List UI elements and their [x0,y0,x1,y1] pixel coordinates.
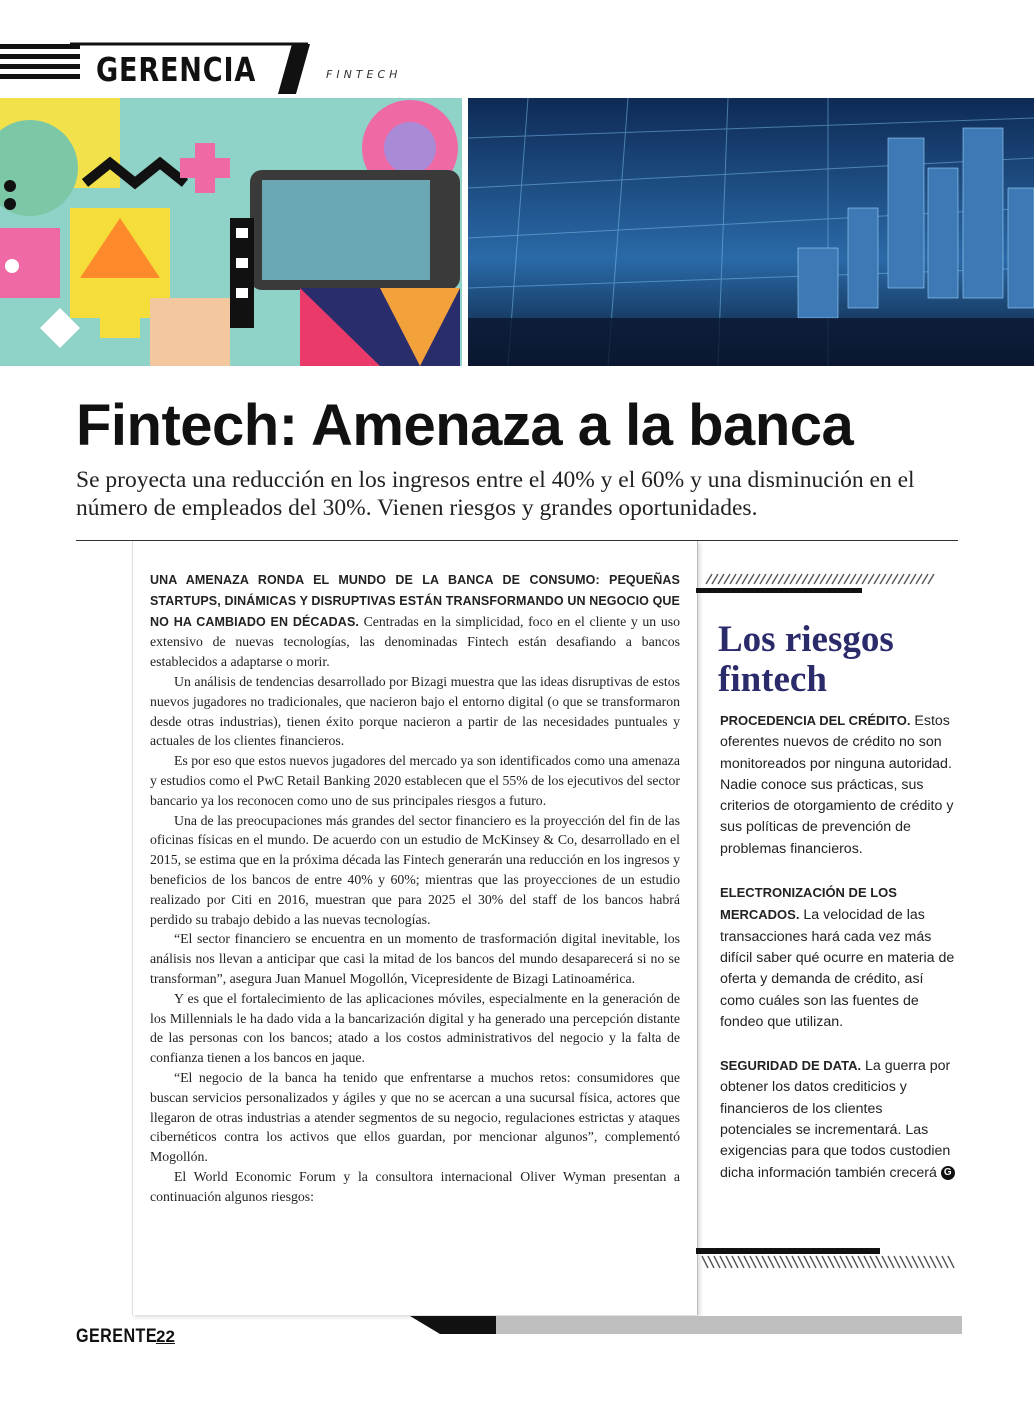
body-paragraph: Una de las preocupaciones más grandes del sector financiero es la proyección del fin de las oficinas físicas en el mundo. De acuerdo con un estudio de McKinsey & Co, desarrollado en el 2015, se estima que en la próxima década las Fintech generarán una reducción en los ingresos y beneficios de los bancos de entre 40% y 60%; mientras que las proyecciones de un estudio realizado por Citi en 2016, muestran que para 2025 el 30% del staff de los bancos habrá perdido su trabajo debido a las nuevas tecnologías. [150,812,680,927]
sidebar-body [720,710,956,1206]
article-headline: Fintech: Amenaza a la banca [76,393,854,458]
section-subtitle: FINTECH [326,68,402,81]
footer-bar [410,1316,962,1334]
sidebar-item-text: La guerra por obtener los datos crediticios y financieros de los clientes potenciales se incrementará. Las exigencias para que todos custodien dicha información también crecerá [720,1058,951,1181]
header-rule-lines [0,44,80,84]
article-body [150,570,680,1207]
sidebar-item-text: La velocidad de las transacciones hará cada vez más difícil saber qué ocurre en materia de oferta y demanda de crédito, así como cuáles son las fuentes de fondeo que utilizan. [720,907,955,1030]
hero-city-image [468,98,1034,366]
body-paragraph: “El sector financiero se encuentra en un momento de trasformación digital inevitable, los análisis nos llevan a anticipar que casi la mitad de los bancos del mundo desaparecerá si no se transforman”, asegura Juan Manuel Mogollón, Vicepresidente de Bizagi Latinoamérica. [150,931,680,986]
lead-in: UNA AMENAZA RONDA EL MUNDO DE LA BANCA DE CONSUMO: PEQUEÑAS STARTUPS, DINÁMICAS Y DISRUPTIVAS ESTÁN TRANSFORMANDO UN NEGOCIO QUE NO HA CAMBIADO EN DÉCADAS. [150,573,680,629]
section-title: GERENCIA [96,50,257,89]
footer-brand: GERENTE [76,1326,158,1347]
sidebar-hatch-bottom [696,1246,962,1272]
sidebar-item [720,710,956,860]
end-mark-icon: G [941,1166,955,1180]
sidebar-item-text: Estos oferentes nuevos de crédito no son monitoreados por ninguna autoridad. Nadie conoce sus prácticas, sus criterios de otorgamiento de crédito y sus políticas de prevención de problemas financieros. [720,713,954,857]
body-paragraph: Y es que el fortalecimiento de las aplicaciones móviles, especialmente en la generación de los Millennials le ha dado vida a la bancarización digital y ha generado una percepción distante de las personas con los bancos; atado a los costos administrativos del negocio y la falta de confianza tienen a los bancos en jaque. [150,990,680,1066]
sidebar-title: Los riesgos fintech [718,619,894,700]
body-paragraph: “El negocio de la banca ha tenido que enfrentarse a muchos retos: consumidores que buscan servicios personalizados y ágiles y que no se acercan a una sucursal física, actores que llegaron de otras industrias a atender segmentos de su negocio, regulaciones estrictas y ataques cibernéticos contra los activos que ellos guardan, por mencionar algunos”, complementó Mogollón. [150,1069,680,1165]
body-paragraph: El World Economic Forum y la consultora internacional Oliver Wyman presentan a continuación algunos riesgos: [150,1168,680,1204]
hero-illustration [0,98,462,366]
sidebar-item-label: PROCEDENCIA DEL CRÉDITO. [720,713,911,728]
lead-rest: Centradas en la simplicidad, foco en el cliente y un uso extensivo de nuevas tecnologías, las denominadas Fintech están desafiando a bancos establecidos a adaptarse o morir. [150,613,680,670]
lead-paragraph [150,570,680,672]
article-deck: Se proyecta una reducción en los ingresos entre el 40% y el 60% y una disminución en el número de empleados del 30%. Vienen riesgos y grandes oportunidades. [76,467,915,521]
body-paragraph: Es por eso que estos nuevos jugadores del mercado ya son identificados como una amenaza y estudios como el PwC Retail Banking 2020 establecen que el 55% de los ejecutivos del sector bancario ya los reconocen como uno de sus principales riesgos a futuro. [150,753,680,808]
sidebar-hatch-top [696,570,940,594]
sidebar-item [720,1055,956,1184]
sidebar-item-label: SEGURIDAD DE DATA. [720,1058,862,1074]
sidebar-item-label: ELECTRONIZACIÓN DE LOS MERCADOS. [720,885,897,923]
sidebar-item [720,882,956,1033]
body-paragraph: Un análisis de tendencias desarrollado por Bizagi muestra que las ideas disruptivas de estos nuevos jugadores no tradicionales, que nacieron bajo el entorno digital (o que se transformaron desde otras industrias), tienen éxito porque nacieron a partir de las necesidades puntuales y actuales de los clientes financieros. [150,673,680,749]
page-number: 22 [156,1327,175,1346]
